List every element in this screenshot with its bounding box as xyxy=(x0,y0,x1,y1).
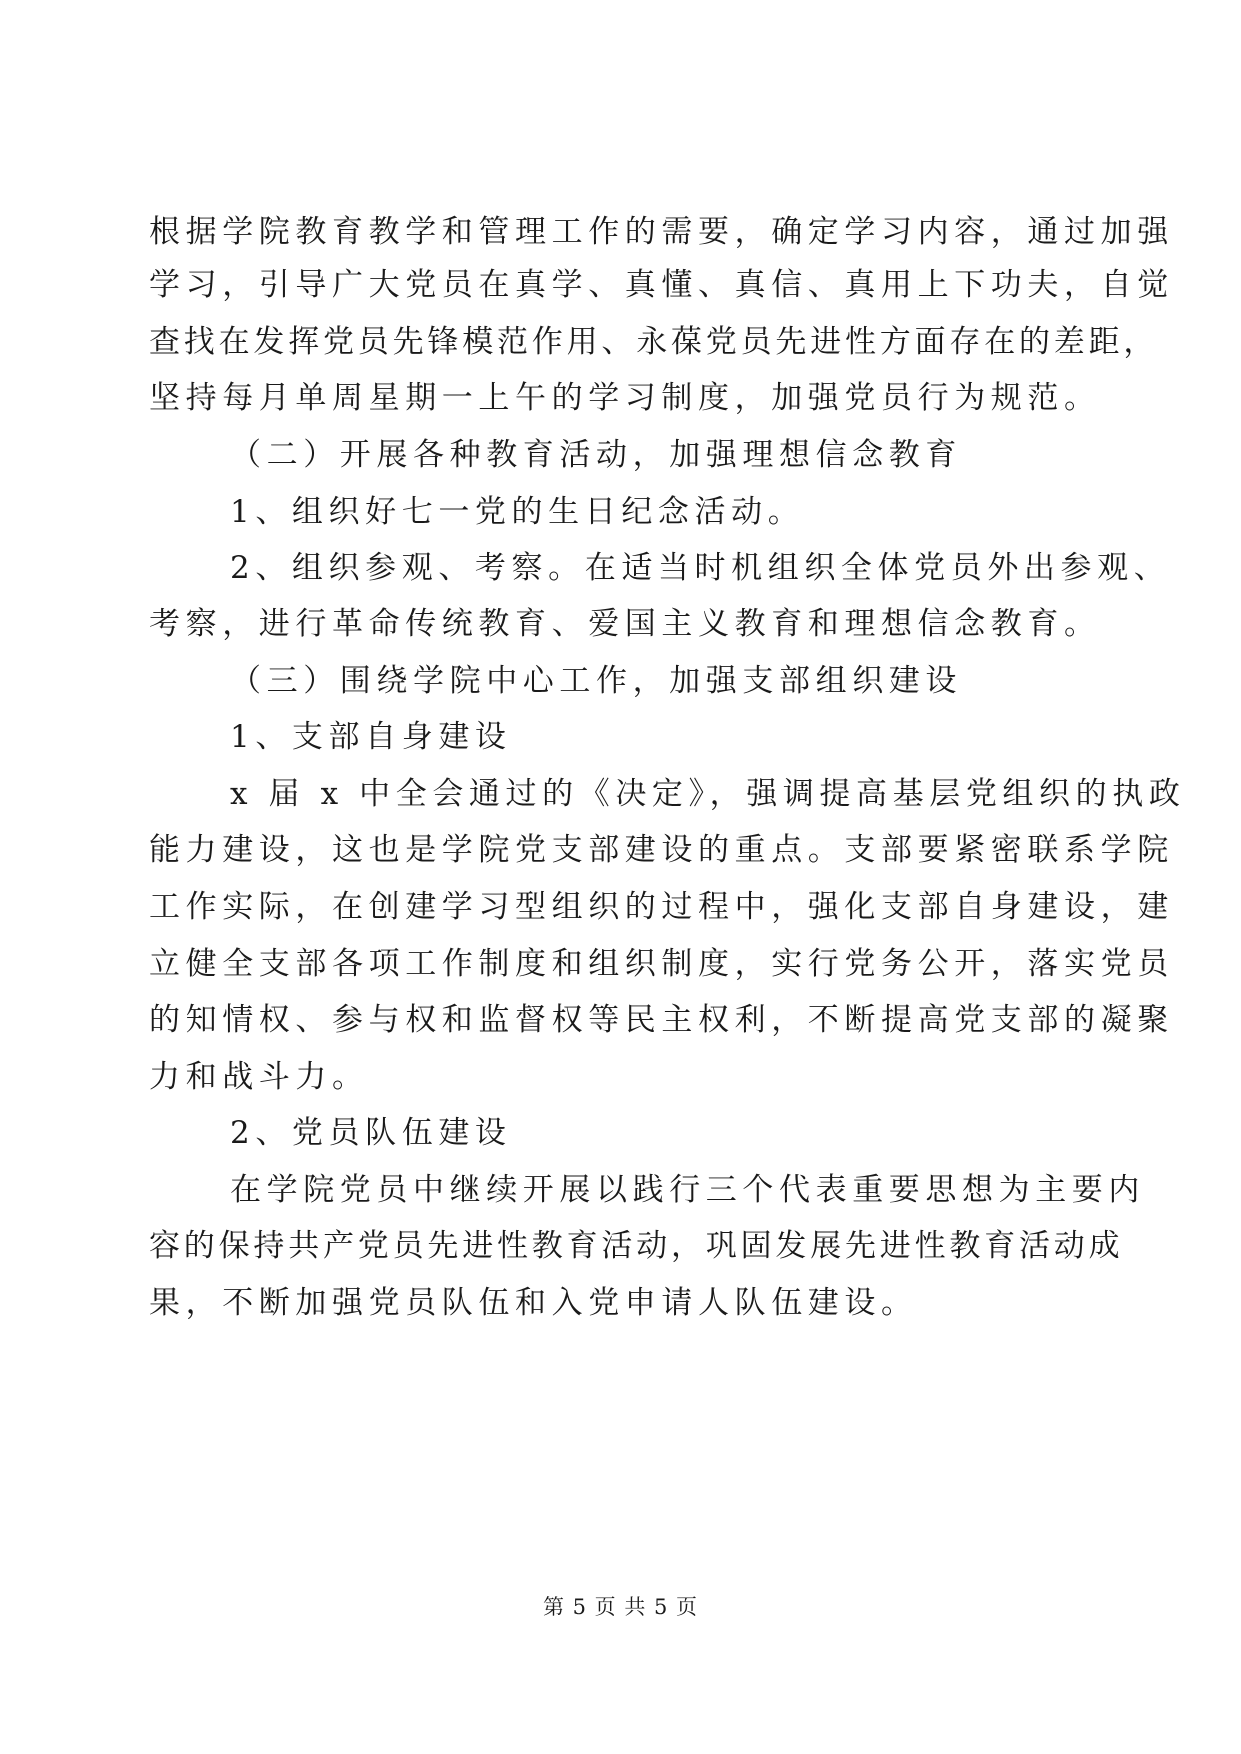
body-line-4: 坚持每月单周星期一上午的学习制度，加强党员行为规范。 xyxy=(149,380,1101,416)
section-heading-3: （三）围绕学院中心工作，加强支部组织建设 xyxy=(230,663,962,699)
body-line-15: 的知情权、参与权和监督权等民主权利，不断提高党支部的凝聚 xyxy=(149,1002,1174,1038)
body-line-14: 立健全支部各项工作制度和组织制度，实行党务公开，落实党员 xyxy=(149,946,1174,982)
body-line-13: 工作实际，在创建学习型组织的过程中，强化支部自身建设，建 xyxy=(149,889,1174,925)
body-line-11: x 届 x 中全会通过的《决定》，强调提高基层党组织的执政 xyxy=(230,776,1186,812)
page-number-footer: 第 5 页 共 5 页 xyxy=(542,1595,699,1619)
subheading-3-1: 1、支部自身建设 xyxy=(230,719,512,755)
body-line-16: 力和战斗力。 xyxy=(149,1059,369,1095)
body-line-12: 能力建设，这也是学院党支部建设的重点。支部要紧密联系学院 xyxy=(149,832,1174,868)
body-line-18: 在学院党员中继续开展以践行三个代表重要思想为主要内 xyxy=(230,1172,1145,1208)
list-item-2-1: 1、组织好七一党的生日纪念活动。 xyxy=(230,494,805,530)
body-line-3: 查找在发挥党员先锋模范作用、永葆党员先进性方面存在的差距， xyxy=(149,324,1159,360)
section-heading-2: （二）开展各种教育活动，加强理想信念教育 xyxy=(230,437,962,473)
body-line-20: 果，不断加强党员队伍和入党申请人队伍建设。 xyxy=(149,1285,918,1321)
body-line-2: 学习，引导广大党员在真学、真懂、真信、真用上下功夫，自觉 xyxy=(149,267,1174,303)
body-line-8: 考察，进行革命传统教育、爱国主义教育和理想信念教育。 xyxy=(149,606,1101,642)
list-item-2-2: 2、组织参观、考察。在适当时机组织全体党员外出参观、 xyxy=(230,550,1171,586)
body-line-1: 根据学院教育教学和管理工作的需要，确定学习内容，通过加强 xyxy=(149,214,1174,250)
subheading-3-2: 2、党员队伍建设 xyxy=(230,1115,512,1151)
body-line-19: 容的保持共产党员先进性教育活动，巩固发展先进性教育活动成 xyxy=(149,1228,1124,1264)
